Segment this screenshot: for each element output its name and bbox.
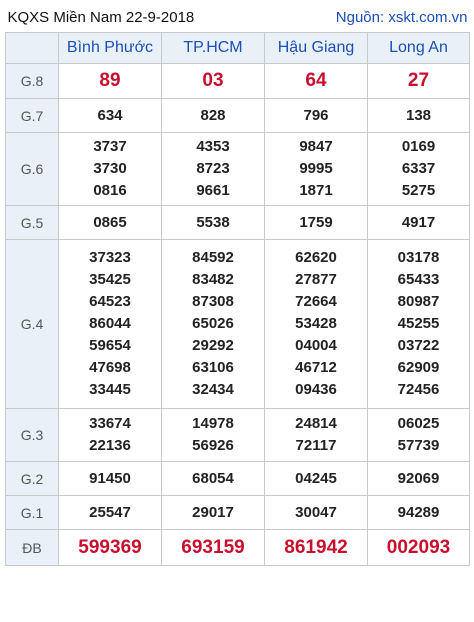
- prize-number: 4917: [401, 213, 436, 231]
- province-header[interactable]: Long An: [368, 33, 470, 64]
- prize-row-g4: [6, 240, 470, 409]
- prize-number: 22136: [89, 437, 131, 454]
- prize-cell: [162, 496, 265, 530]
- prize-number: 6337: [401, 160, 436, 177]
- prize-number: 68054: [192, 469, 234, 487]
- prize-label: G.2: [6, 462, 59, 496]
- prize-cell: [265, 409, 368, 462]
- prize-cell: [265, 99, 368, 133]
- prize-number: 72456: [397, 381, 440, 398]
- prize-row-g1: [6, 496, 470, 530]
- prize-cell: [59, 462, 162, 496]
- prize-number: 35425: [89, 271, 131, 288]
- prize-label: G.4: [6, 240, 59, 409]
- prize-number: 94289: [397, 503, 440, 521]
- prize-number: 87308: [192, 293, 234, 310]
- prize-row-g2: [6, 462, 470, 496]
- prize-number: 65026: [192, 315, 234, 332]
- prize-cell: [368, 99, 470, 133]
- prize-row-g6: [6, 133, 470, 206]
- prize-number: 634: [97, 106, 123, 124]
- prize-cell: [59, 99, 162, 133]
- province-header[interactable]: TP.HCM: [162, 33, 265, 64]
- prize-cell: [265, 64, 368, 99]
- prize-number: 62620: [295, 249, 337, 266]
- prize-number: 65433: [397, 271, 440, 288]
- prize-number: 861942: [284, 536, 348, 558]
- prize-label: G.1: [6, 496, 59, 530]
- prize-label: G.8: [6, 64, 59, 99]
- header-corner: [6, 33, 59, 64]
- prize-number: 25547: [89, 503, 131, 521]
- prize-number: 47698: [89, 359, 131, 376]
- prize-number: 37323: [89, 249, 131, 266]
- prize-number: 64523: [89, 293, 131, 310]
- prize-number: 9661: [196, 182, 230, 199]
- prize-number: 53428: [295, 315, 337, 332]
- prize-row-g5: [6, 206, 470, 240]
- prize-cell: [162, 462, 265, 496]
- prize-cell: [59, 133, 162, 206]
- title-row: [6, 2, 470, 33]
- prize-number: 04004: [295, 337, 337, 354]
- prize-number: 62909: [397, 359, 440, 376]
- prize-number: 04245: [295, 469, 337, 487]
- prize-number: 0169: [401, 138, 436, 155]
- prize-number: 92069: [397, 469, 440, 487]
- prize-cell: [162, 206, 265, 240]
- prize-number: 4353: [196, 138, 230, 155]
- prize-cell: [162, 530, 265, 566]
- prize-number: 63106: [192, 359, 234, 376]
- prize-number: 24814: [295, 415, 337, 432]
- prize-cell: [265, 462, 368, 496]
- prize-cell: [265, 496, 368, 530]
- prize-number: 09436: [295, 381, 337, 398]
- prize-number: 599369: [78, 536, 142, 558]
- prize-number: 83482: [192, 271, 234, 288]
- prize-number: 64: [305, 70, 327, 91]
- prize-row-g8: [6, 64, 470, 99]
- page-title: KQXS Miền Nam 22-9-2018: [7, 8, 195, 26]
- prize-number: 9995: [299, 160, 333, 177]
- prize-number: 27877: [295, 271, 337, 288]
- prize-number: 57739: [397, 437, 440, 454]
- prize-number: 3737: [93, 138, 127, 155]
- prize-cell: [59, 530, 162, 566]
- prize-cell: [368, 133, 470, 206]
- prize-cell: [162, 409, 265, 462]
- prize-number: 14978: [192, 415, 234, 432]
- prize-cell: [162, 240, 265, 409]
- province-header[interactable]: Bình Phước: [59, 33, 162, 64]
- prize-number: 828: [200, 106, 226, 124]
- prize-label: G.7: [6, 99, 59, 133]
- prize-number: 9847: [299, 138, 333, 155]
- prize-number: 27: [407, 70, 430, 91]
- prize-cell: [59, 240, 162, 409]
- prize-number: 86044: [89, 315, 131, 332]
- province-header-row: [6, 33, 470, 64]
- prize-cell: [162, 133, 265, 206]
- prize-number: 5538: [196, 213, 230, 231]
- prize-number: 33674: [89, 415, 131, 432]
- prize-number: 45255: [397, 315, 440, 332]
- prize-number: 29292: [192, 337, 234, 354]
- prize-number: 1871: [299, 182, 333, 199]
- prize-number: 8723: [196, 160, 230, 177]
- prize-number: 3730: [93, 160, 127, 177]
- prize-number: 03722: [397, 337, 440, 354]
- prize-number: 002093: [386, 536, 451, 558]
- prize-cell: [265, 133, 368, 206]
- prize-cell: [368, 206, 470, 240]
- prize-cell: [59, 206, 162, 240]
- prize-number: 56926: [192, 437, 234, 454]
- prize-number: 72117: [295, 437, 337, 454]
- prize-number: 30047: [295, 503, 337, 521]
- prize-label: G.5: [6, 206, 59, 240]
- prize-cell: [368, 530, 470, 566]
- prize-row-g7: [6, 99, 470, 133]
- prize-number: 5275: [401, 182, 436, 199]
- prize-number: 0865: [93, 213, 127, 231]
- prize-label: G.6: [6, 133, 59, 206]
- prize-cell: [265, 206, 368, 240]
- prize-cell: [265, 240, 368, 409]
- prize-number: 72664: [295, 293, 337, 310]
- prize-cell: [368, 409, 470, 462]
- source-link[interactable]: Nguồn: xskt.com.vn: [335, 8, 468, 26]
- prize-number: 693159: [181, 536, 245, 558]
- prize-number: 0816: [93, 182, 127, 199]
- prize-cell: [368, 496, 470, 530]
- prize-label: G.3: [6, 409, 59, 462]
- prize-number: 03: [202, 70, 224, 91]
- prize-number: 84592: [192, 249, 234, 266]
- prize-cell: [162, 64, 265, 99]
- prize-cell: [59, 409, 162, 462]
- province-header[interactable]: Hậu Giang: [265, 33, 368, 64]
- prize-number: 32434: [192, 381, 234, 398]
- prize-number: 89: [99, 70, 121, 91]
- prize-number: 06025: [397, 415, 440, 432]
- lottery-results-table: [5, 2, 470, 566]
- prize-number: 91450: [89, 469, 131, 487]
- prize-number: 796: [303, 106, 329, 124]
- prize-number: 46712: [295, 359, 337, 376]
- prize-number: 1759: [299, 213, 333, 231]
- prize-row-g3: [6, 409, 470, 462]
- prize-label: ĐB: [6, 530, 59, 566]
- prize-number: 03178: [397, 249, 440, 266]
- prize-cell: [368, 64, 470, 99]
- prize-number: 33445: [89, 381, 131, 398]
- prize-cell: [59, 64, 162, 99]
- prize-cell: [162, 99, 265, 133]
- prize-row-db: [6, 530, 470, 566]
- prize-number: 29017: [192, 503, 234, 521]
- prize-cell: [368, 240, 470, 409]
- prize-number: 80987: [397, 293, 440, 310]
- prize-cell: [368, 462, 470, 496]
- prize-number: 138: [405, 106, 432, 124]
- prize-cell: [59, 496, 162, 530]
- prize-number: 59654: [89, 337, 131, 354]
- prize-cell: [265, 530, 368, 566]
